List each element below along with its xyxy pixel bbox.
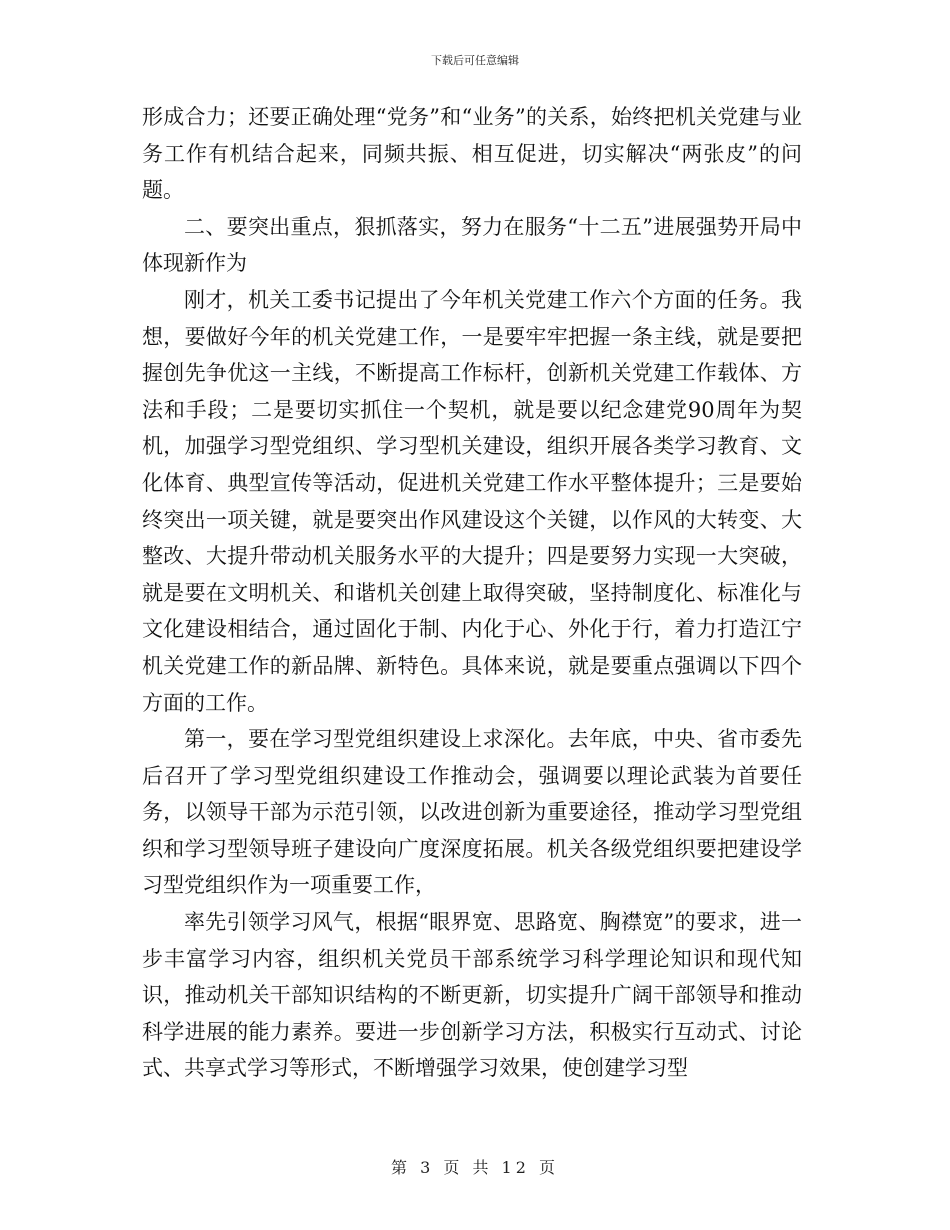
paragraph: 第一，要在学习型党组织建设上求深化。去年底，中央、省市委先后召开了学习型党组织建设工作推动会，强调要以理论武装为首要任务，以领导干部为示范引领，以改进创新为重要途径，推动学习型党组织和学习型领导班子建设向广度深度拓展。机关各级党组织要把建设学习型党组织作为一项重要工作， [142,727,802,898]
page-number-footer: 第 3 页 共 12 页 [391,1158,559,1177]
paragraph: 刚才，机关工委书记提出了今年机关党建工作六个方面的任务。我想，要做好今年的机关党建工作，一是要牢牢把握一条主线，就是要把握创先争优这一主线，不断提高工作标杆，创新机关党建工作载体、方法和手段；二是要切实抓住一个契机，就是要以纪念建党90周年为契机，加强学习型党组织、学习型机关建设，组织开展各类学习教育、文化体育、典型宣传等活动，促进机关党建工作水平整体提升；三是要始终突出一项关键，就是要突出作风建设这个关键，以作风的大转变、大整改、大提升带动机关服务水平的大提升；四是要努力实现一大突破，就是要在文明机关、和谐机关创建上取得突破，坚持制度化、标准化与文化建设相结合，通过固化于制、内化于心、外化于行，着力打造江宁机关党建工作的新品牌、新特色。具体来说，就是要重点强调以下四个方面的工作。 [142,287,802,715]
page-header-note: 下载后可任意编辑 [431,54,519,67]
document-body [142,99,802,1087]
paragraph: 率先引领学习风气，根据“眼界宽、思路宽、胸襟宽”的要求，进一步丰富学习内容，组织机关党员干部系统学习科学理论知识和现代知识，推动机关干部知识结构的不断更新，切实提升广阔干部领导和推动科学进展的能力素养。要进一步创新学习方法，积极实行互动式、讨论式、共享式学习等形式，不断增强学习效果，使创建学习型 [142,910,802,1081]
paragraph: 形成合力；还要正确处理“党务”和“业务”的关系，始终把机关党建与业务工作有机结合起来，同频共振、相互促进，切实解决“两张皮”的问题。 [142,105,802,203]
section-heading-paragraph: 二、要突出重点，狠抓落实，努力在服务“十二五”进展强势开局中体现新作为 [142,214,802,276]
